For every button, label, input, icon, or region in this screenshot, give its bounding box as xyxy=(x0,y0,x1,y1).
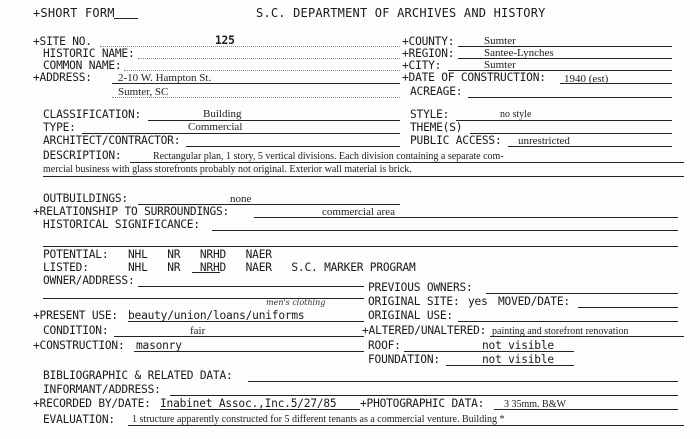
condition-label: CONDITION: xyxy=(43,324,109,337)
moved-date-label: MOVED/DATE: xyxy=(498,295,570,308)
outbuildings-label: OUTBUILDINGS: xyxy=(43,192,128,205)
classification-line xyxy=(148,120,400,121)
site-no-value: 125 xyxy=(215,34,235,47)
form-title: S.C. DEPARTMENT OF ARCHIVES AND HISTORY xyxy=(256,6,546,20)
owner-address-line xyxy=(138,286,364,287)
original-use-label: ORIGINAL USE: xyxy=(368,309,453,322)
classification-value: Building xyxy=(203,108,242,120)
condition-line xyxy=(114,336,364,337)
section-divider xyxy=(43,246,678,247)
historical-significance-line xyxy=(212,230,678,231)
bibliographic-label: BIBLIOGRAPHIC & RELATED DATA: xyxy=(43,369,233,382)
evaluation-value: 1 structure apparently constructed for 5 different tenants as a commercial venture. Building * xyxy=(132,414,505,425)
original-site-label: ORIGINAL SITE: xyxy=(368,295,460,308)
relationship-value: commercial area xyxy=(322,206,395,218)
photographic-data-label: +PHOTOGRAPHIC DATA: xyxy=(360,397,485,410)
address-line1-value: 2-10 W. Hampton St. xyxy=(118,72,212,84)
present-use-line xyxy=(128,321,364,322)
description-line1: Rectangular plan, 1 story, 5 vertical divisions. Each division containing a separate com- xyxy=(153,151,504,162)
classification-label: CLASSIFICATION: xyxy=(43,108,142,121)
informant-line xyxy=(170,395,678,396)
style-label: STYLE: xyxy=(410,108,450,121)
description-underline2 xyxy=(43,176,684,177)
county-label: +COUNTY: xyxy=(402,35,455,48)
outbuildings-value: none xyxy=(230,193,252,205)
present-use-label: +PRESENT USE: xyxy=(33,309,118,322)
address-label: +ADDRESS: xyxy=(33,71,92,84)
construction-label: +CONSTRUCTION: xyxy=(33,339,125,352)
present-use-value: beauty/union/loans/uniforms xyxy=(128,309,305,322)
altered-label: +ALTERED/UNALTERED: xyxy=(362,324,487,337)
historical-significance-label: HISTORICAL SIGNIFICANCE: xyxy=(43,218,200,231)
site-no-label: +SITE NO. xyxy=(33,35,92,48)
construction-value: masonry xyxy=(136,339,182,352)
address-line2 xyxy=(112,97,400,98)
relationship-label: +RELATIONSHIP TO SURROUNDINGS: xyxy=(33,205,230,218)
architect-label: ARCHITECT/CONTRACTOR: xyxy=(43,134,181,147)
photographic-data-value: 3 35mm. B&W xyxy=(504,399,566,410)
address-line2-value: Sumter, SC xyxy=(118,86,169,98)
evaluation-label: EVALUATION: xyxy=(43,413,115,426)
moved-date-line xyxy=(578,307,678,308)
acreage-label: ACREAGE: xyxy=(410,85,463,98)
recorded-by-value: Inabinet Assoc.,Inc.5/27/85 xyxy=(160,397,337,410)
style-value: no style xyxy=(500,109,532,120)
recorded-by-label: +RECORDED BY/DATE: xyxy=(33,397,151,410)
foundation-value: not visible xyxy=(482,353,554,366)
previous-owners-label: PREVIOUS OWNERS: xyxy=(368,281,473,294)
short-form-line xyxy=(114,18,138,19)
date-of-construction-label: +DATE OF CONSTRUCTION: xyxy=(402,71,546,84)
themes-label: THEME(S) xyxy=(410,121,463,134)
county-value: Sumter xyxy=(484,35,516,47)
city-label: +CITY: xyxy=(402,59,442,72)
common-name-label: COMMON NAME: xyxy=(43,59,122,72)
public-access-value: unrestricted xyxy=(518,135,570,147)
style-line xyxy=(456,120,672,121)
description-line2: mercial business with glass storefronts probably not original. Exterior wall material is brick. xyxy=(43,164,412,175)
foundation-label: FOUNDATION: xyxy=(368,353,440,366)
region-value: Santee-Lynches xyxy=(484,47,554,59)
condition-value: fair xyxy=(190,325,206,337)
public-access-label: PUBLIC ACCESS: xyxy=(410,134,502,147)
original-site-value: yes xyxy=(468,295,488,308)
photographic-data-line xyxy=(494,409,678,410)
potential-options: NHL NR NRHD NAER xyxy=(128,248,272,261)
potential-label: POTENTIAL: xyxy=(43,248,109,261)
bibliographic-line xyxy=(248,381,678,382)
acreage-line xyxy=(468,97,672,98)
informant-label: INFORMANT/ADDRESS: xyxy=(43,383,161,396)
evaluation-line xyxy=(128,425,684,426)
listed-options: NHL NR NRHD NAER S.C. MARKER PROGRAM xyxy=(128,261,416,274)
site-no-line xyxy=(100,46,400,47)
roof-value: not visible xyxy=(482,339,554,352)
region-label: +REGION: xyxy=(402,47,455,60)
date-of-construction-value: 1940 (est) xyxy=(564,73,609,85)
historic-name-line xyxy=(138,58,400,59)
description-underline1 xyxy=(130,162,684,163)
short-form-label: +SHORT FORM xyxy=(33,6,115,20)
nrhd-underline xyxy=(192,272,220,273)
common-name-line xyxy=(124,70,400,71)
architect-line xyxy=(186,146,400,147)
present-use-handwritten: men's clothing xyxy=(266,298,326,307)
historic-name-label: HISTORIC NAME: xyxy=(43,47,135,60)
construction-line xyxy=(134,351,364,352)
type-label: TYPE: xyxy=(43,121,76,134)
description-label: DESCRIPTION: xyxy=(43,149,122,162)
type-value: Commercial xyxy=(188,121,243,133)
listed-label: LISTED: xyxy=(43,261,89,274)
original-use-line xyxy=(458,321,678,322)
roof-label: ROOF: xyxy=(368,339,401,352)
altered-line xyxy=(490,336,684,337)
previous-owners-line xyxy=(486,293,678,294)
city-value: Sumter xyxy=(484,59,516,71)
altered-value: painting and storefront renovation xyxy=(492,326,629,337)
recorded-by-line xyxy=(160,409,360,410)
relationship-line xyxy=(254,217,678,218)
owner-address-label: OWNER/ADDRESS: xyxy=(43,274,135,287)
